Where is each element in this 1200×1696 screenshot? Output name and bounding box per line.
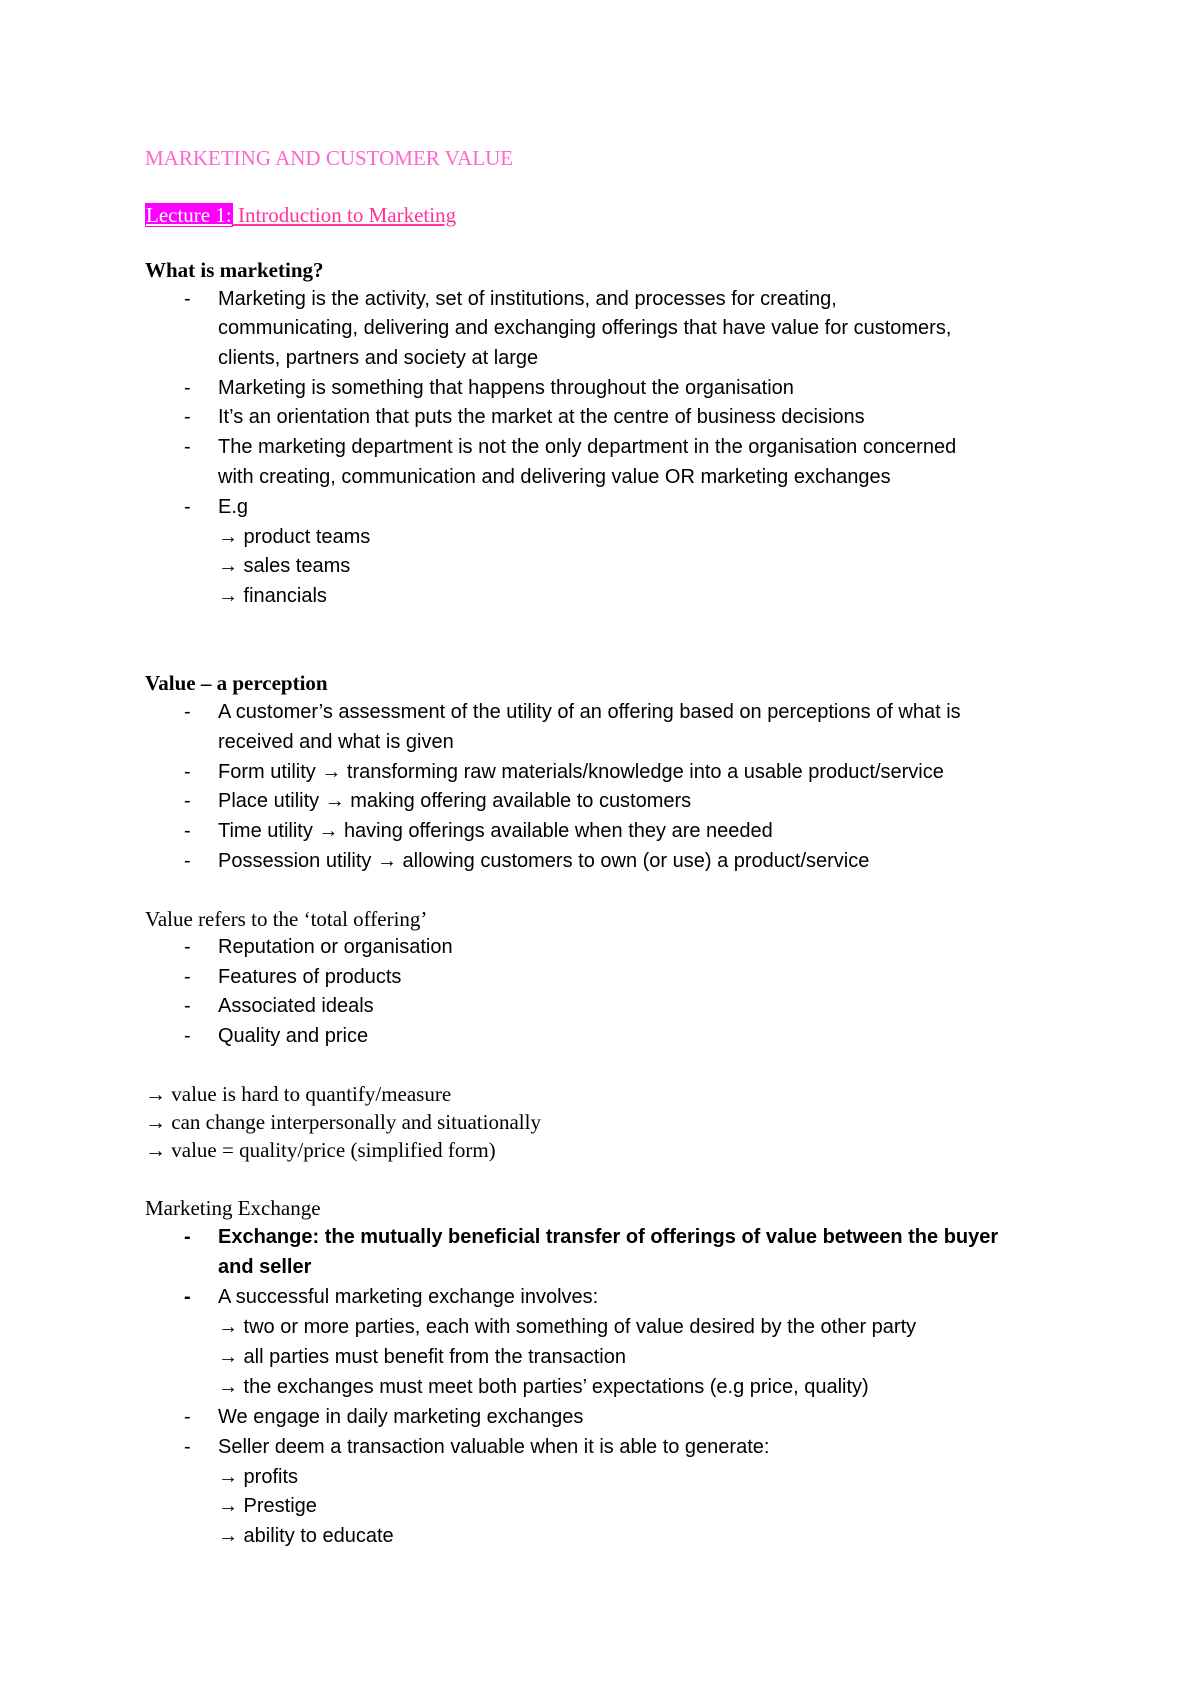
document-title: MARKETING AND CUSTOMER VALUE <box>145 146 514 170</box>
list-item: Quality and price <box>218 1025 369 1047</box>
bullet-dash: - <box>184 1286 191 1308</box>
bullet-dash: - <box>184 761 191 783</box>
list-item: Exchange: the mutually beneficial transfer of offerings of value between the buyer <box>218 1226 999 1248</box>
bullet-dash: - <box>184 790 191 812</box>
bullet-dash: - <box>184 436 191 458</box>
list-item: Marketing is something that happens throughout the organisation <box>218 377 794 399</box>
bullet-dash: - <box>184 936 191 958</box>
list-item: Associated ideals <box>218 995 374 1017</box>
list-item: Time utility → having offerings available when they are needed <box>218 820 773 842</box>
list-item-continuation: and seller <box>218 1256 312 1278</box>
list-item-continuation: clients, partners and society at large <box>218 347 539 369</box>
list-item: Reputation or organisation <box>218 936 453 958</box>
bullet-dash: - <box>184 288 191 310</box>
list-item-continuation: received and what is given <box>218 731 454 753</box>
sub-item: → financials <box>218 585 327 607</box>
sub-item: → the exchanges must meet both parties’ expectations (e.g price, quality) <box>218 1376 869 1398</box>
sub-item: → two or more parties, each with something of value desired by the other party <box>218 1316 917 1338</box>
list-item: Possession utility → allowing customers to own (or use) a product/service <box>218 850 870 872</box>
bullet-dash: - <box>184 701 191 723</box>
section-heading-total-offering: Value refers to the ‘total offering’ <box>145 907 428 931</box>
note-line: → can change interpersonally and situationally <box>145 1110 541 1134</box>
section-heading-marketing-exchange: Marketing Exchange <box>145 1196 321 1220</box>
bullet-dash: - <box>184 377 191 399</box>
sub-item: → ability to educate <box>218 1525 394 1547</box>
sub-item: → sales teams <box>218 555 351 577</box>
sub-item: → profits <box>218 1466 299 1488</box>
bullet-dash: - <box>184 966 191 988</box>
list-item: A customer’s assessment of the utility of an offering based on perceptions of what is <box>218 701 961 723</box>
note-line: → value = quality/price (simplified form) <box>145 1138 496 1162</box>
note-line: → value is hard to quantify/measure <box>145 1082 452 1106</box>
lecture-title: Introduction to Marketing <box>232 203 457 227</box>
section-heading-what-is-marketing: What is marketing? <box>145 258 324 282</box>
bullet-dash: - <box>184 1226 191 1248</box>
lecture-heading <box>145 203 456 228</box>
bullet-dash: - <box>184 1025 191 1047</box>
list-item-continuation: communicating, delivering and exchanging offerings that have value for customers, <box>218 317 952 339</box>
sub-item: → all parties must benefit from the transaction <box>218 1346 626 1368</box>
list-item: E.g <box>218 496 249 518</box>
sub-item: → Prestige <box>218 1495 317 1517</box>
sub-item: → product teams <box>218 526 371 548</box>
section-heading-value-perception: Value – a perception <box>145 671 328 695</box>
list-item: The marketing department is not the only department in the organisation concerned <box>218 436 957 458</box>
list-item: Features of products <box>218 966 402 988</box>
bullet-dash: - <box>184 406 191 428</box>
bullet-dash: - <box>184 1436 191 1458</box>
bullet-dash: - <box>184 995 191 1017</box>
list-item-continuation: with creating, communication and delivering value OR marketing exchanges <box>218 466 891 488</box>
lecture-number: Lecture 1: <box>146 203 232 227</box>
list-item: Form utility → transforming raw materials/knowledge into a usable product/service <box>218 761 944 783</box>
list-item: A successful marketing exchange involves: <box>218 1286 599 1308</box>
list-item: Place utility → making offering available to customers <box>218 790 692 812</box>
list-item: We engage in daily marketing exchanges <box>218 1406 584 1428</box>
bullet-dash: - <box>184 1406 191 1428</box>
list-item: It’s an orientation that puts the market at the centre of business decisions <box>218 406 865 428</box>
list-item: Marketing is the activity, set of institutions, and processes for creating, <box>218 288 837 310</box>
bullet-dash: - <box>184 496 191 518</box>
bullet-dash: - <box>184 820 191 842</box>
bullet-dash: - <box>184 850 191 872</box>
list-item: Seller deem a transaction valuable when it is able to generate: <box>218 1436 770 1458</box>
